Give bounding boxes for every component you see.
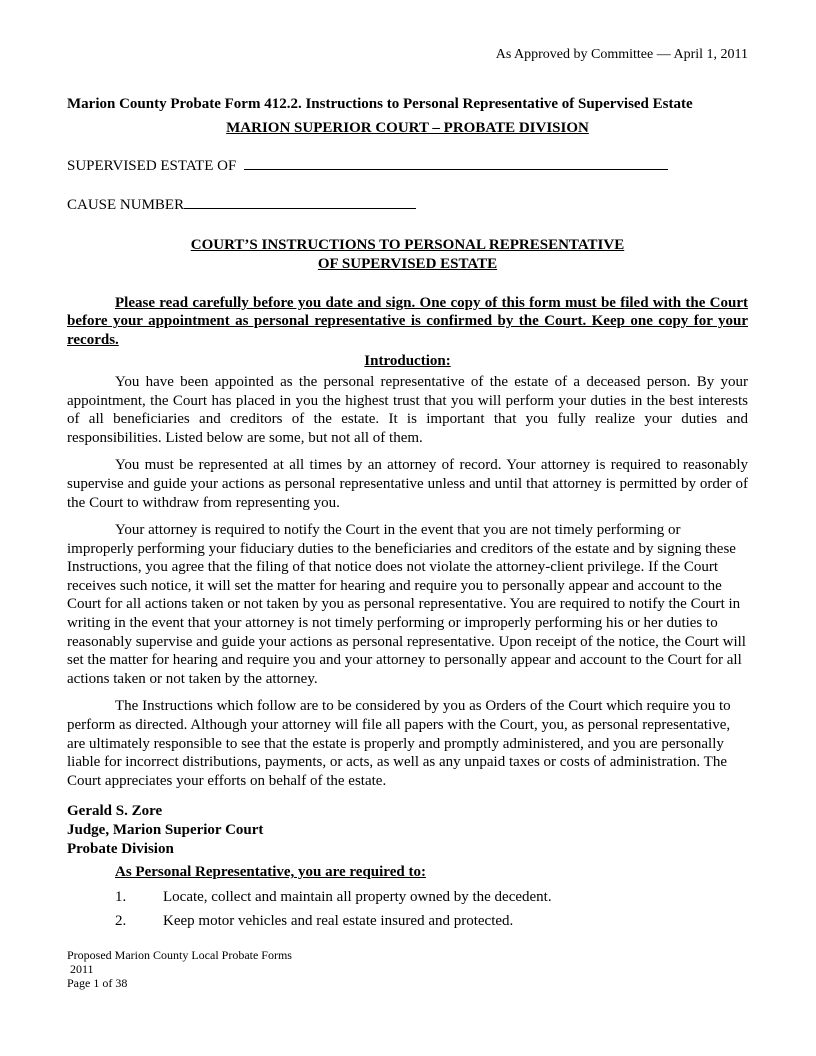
estate-of-field [67,155,748,176]
requirement-item [115,912,748,931]
instructions-heading [67,236,748,273]
requirement-number: 1. [115,888,127,905]
judge-division: Probate Division [67,840,174,857]
judge-name: Gerald S. Zore [67,803,163,820]
requirements-heading: As Personal Representative, you are required to: [115,864,426,881]
intro-paragraph-4: The Instructions which follow are to be considered by you as Orders of the Court which require you to perform as directed. Although your attorney will file all papers with the Court, you, as personal representative, are ultimately responsible to see that the estate is properly and promptly administered, and you are personally liable for incorrect distributions, payments, or acts, as well as any unpaid taxes or costs of administration. The Court appreciates your efforts on behalf of the estate. [67,698,731,789]
cause-number-label: CAUSE NUMBER [67,196,185,213]
estate-of-blank [244,155,668,170]
instructions-heading-line1: COURT’S INSTRUCTIONS TO PERSONAL REPRESENTATIVE [190,237,625,254]
page-number: Page 1 of 38 [67,976,128,990]
intro-paragraph-3: Your attorney is required to notify the Court in the event that you are not timely performing or improperly performing your fiduciary duties to the beneficiaries and creditors of the estate and by signing these Instructions, you agree that the filing of that notice does not violate the attorney-client privilege. If the Court receives such notice, it will set the matter for hearing and require you to personally appear and account to the Court for all actions taken or not taken by you as personal representative. You are required to notify the Court in writing in the event that your attorney is not timely performing or improperly performing his or her duties to reasonably supervise and guide your actions as personal representative. Upon receipt of the notice, the Court will set the matter for hearing and require you and your attorney to personally appear and account to the Court for all actions taken or not taken by the attorney. [67,522,746,687]
estate-of-label: SUPERVISED ESTATE OF [67,158,237,175]
intro-paragraph-1: You have been appointed as the personal representative of the estate of a deceased person. By your appointment, the Court has placed in you the highest trust that you will perform your duties in the best interests of all beneficiaries and creditors of the estate. It is important that you fully realize your duties and responsibilities. Listed below are some, but not all of them. [67,373,748,446]
cause-number-blank [184,194,416,209]
requirement-text: Keep motor vehicles and real estate insured and protected. [163,913,514,930]
requirement-text: Locate, collect and maintain all property owned by the decedent. [163,888,552,905]
judge-signature-block [67,802,748,858]
document-body [67,95,748,931]
requirement-number: 2. [115,913,127,930]
footer-forms-title: Proposed Marion County Local Probate Forms [67,948,292,962]
requirement-item [115,888,748,907]
court-name: MARION SUPERIOR COURT – PROBATE DIVISION [226,119,589,136]
cause-number-field [67,194,748,215]
filing-notice: Please read carefully before you date and sign. One copy of this form must be filed with the Court before your appointment as personal representative is confirmed by the Court. Keep one copy for your records. [67,294,748,348]
intro-paragraph-2: You must be represented at all times by an attorney of record. Your attorney is required to reasonably supervise and guide your actions as personal representative unless and until that attorney is permitted by order of the Court to withdraw from representing you. [67,457,748,511]
instructions-heading-line2: OF SUPERVISED ESTATE [317,255,498,272]
form-title: Marion County Probate Form 412.2. Instructions to Personal Representative of Supervised Estate [67,96,693,112]
introduction-heading: Introduction: [364,353,451,370]
judge-title: Judge, Marion Superior Court [67,822,264,838]
page-footer [67,948,292,990]
approval-note: As Approved by Committee — April 1, 2011 [495,47,748,62]
footer-year: 2011 [67,962,94,976]
